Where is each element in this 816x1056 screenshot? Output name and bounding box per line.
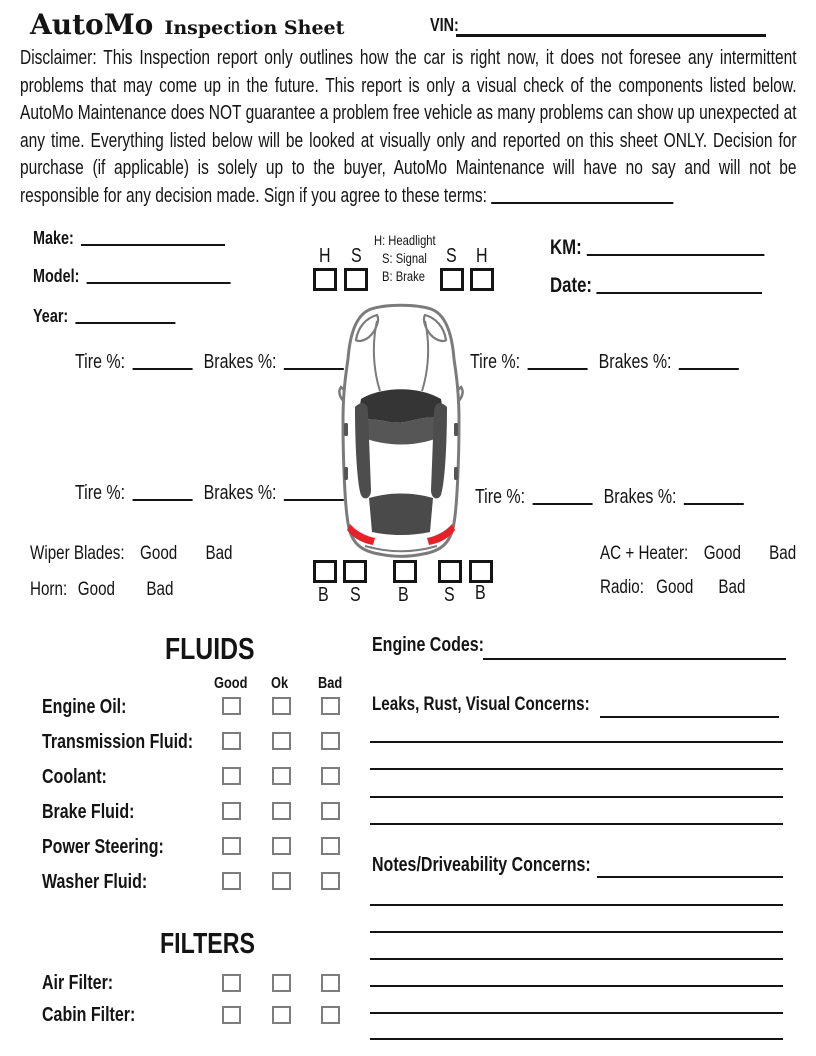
date-field[interactable] (597, 292, 763, 294)
front-right-headlight-letter: H (476, 245, 488, 267)
writein-line[interactable] (370, 931, 783, 933)
horn-good-option[interactable]: Good (77, 579, 115, 600)
front-left-brakes-field[interactable] (284, 368, 344, 370)
writein-line[interactable] (370, 741, 783, 743)
rear-brake-letter-1: B (318, 584, 329, 606)
front-left-signal-checkbox[interactable] (344, 268, 368, 291)
wiper-bad-option[interactable]: Bad (205, 543, 233, 564)
fluids-row-label: Brake Fluid: (42, 801, 135, 823)
model-field[interactable] (87, 282, 231, 284)
car-top-view-diagram (335, 301, 467, 559)
horn-bad-option[interactable]: Bad (146, 579, 174, 600)
writein-line[interactable] (370, 958, 783, 960)
rear-signal-letter-1: S (350, 584, 361, 606)
notes-field[interactable] (597, 876, 783, 878)
fluids-column-good: Good (214, 675, 248, 692)
wiper-good-option[interactable]: Good (140, 543, 178, 564)
front-right-brakes-field[interactable] (679, 368, 739, 370)
writein-line[interactable] (370, 796, 783, 798)
fluids-row-label: Washer Fluid: (42, 871, 148, 893)
writein-line[interactable] (370, 1038, 783, 1040)
fluids-title: FLUIDS (165, 631, 255, 666)
wiper-label: Wiper Blades: (30, 543, 125, 564)
tire-label: Tire %: (470, 351, 521, 373)
radio-row (600, 577, 745, 599)
car-right-door-handle (454, 423, 458, 436)
power-steering-ok-checkbox[interactable] (272, 837, 291, 855)
car-left-rear-door-handle (344, 467, 348, 480)
coolant-good-checkbox[interactable] (222, 767, 241, 785)
rear-right-signal-checkbox[interactable] (438, 560, 462, 583)
brake-fluid-bad-checkbox[interactable] (321, 802, 340, 820)
air-filter-good-checkbox[interactable] (222, 974, 241, 992)
sheet-title: Inspection Sheet (164, 17, 345, 39)
car-rear-window (369, 494, 433, 536)
front-right-signal-letter: S (446, 245, 457, 267)
filters-row-label: Cabin Filter: (42, 1004, 136, 1026)
fluids-row-label: Power Steering: (42, 836, 164, 858)
engine-oil-good-checkbox[interactable] (222, 697, 241, 715)
ac-heater-row (600, 543, 796, 565)
page-title (30, 8, 344, 41)
front-left-wheel-row (75, 351, 344, 374)
washer-fluid-bad-checkbox[interactable] (321, 872, 340, 890)
radio-good-option[interactable]: Good (656, 577, 694, 598)
vin-field[interactable] (456, 34, 766, 37)
km-label: KM: (550, 236, 582, 259)
engine-oil-bad-checkbox[interactable] (321, 697, 340, 715)
vin-label: VIN: (430, 15, 459, 35)
legend-headlight: H: Headlight (374, 232, 436, 248)
coolant-bad-checkbox[interactable] (321, 767, 340, 785)
cabin-filter-ok-checkbox[interactable] (272, 1006, 291, 1024)
brakes-label: Brakes %: (603, 486, 677, 508)
writein-line[interactable] (370, 768, 783, 770)
writein-line[interactable] (370, 985, 783, 987)
fluids-row-label: Engine Oil: (42, 696, 127, 718)
radio-label: Radio: (600, 577, 644, 598)
washer-fluid-ok-checkbox[interactable] (272, 872, 291, 890)
tire-label: Tire %: (75, 351, 126, 373)
car-left-door-handle (344, 423, 348, 436)
cabin-filter-good-checkbox[interactable] (222, 1006, 241, 1024)
tire-label: Tire %: (75, 482, 126, 504)
ac-heater-label: AC + Heater: (600, 543, 689, 564)
power-steering-good-checkbox[interactable] (222, 837, 241, 855)
brakes-label: Brakes %: (203, 482, 277, 504)
front-right-tire-field[interactable] (528, 368, 588, 370)
rear-right-brake-checkbox[interactable] (469, 560, 493, 583)
transmission-ok-checkbox[interactable] (272, 732, 291, 750)
rear-signal-letter-2: S (444, 584, 455, 606)
writein-line[interactable] (370, 1012, 783, 1014)
writein-line[interactable] (370, 904, 783, 906)
brake-fluid-good-checkbox[interactable] (222, 802, 241, 820)
make-row (33, 228, 225, 249)
leaks-label: Leaks, Rust, Visual Concerns: (372, 694, 590, 715)
fluids-row-label: Transmission Fluid: (42, 731, 194, 753)
leaks-field[interactable] (600, 716, 779, 718)
model-row (33, 266, 231, 287)
engine-oil-ok-checkbox[interactable] (272, 697, 291, 715)
horn-label: Horn: (30, 579, 68, 600)
signature-field[interactable] (491, 202, 673, 204)
brake-fluid-ok-checkbox[interactable] (272, 802, 291, 820)
front-right-signal-checkbox[interactable] (440, 268, 464, 291)
front-left-headlight-letter: H (319, 245, 331, 267)
engine-codes-field[interactable] (483, 658, 786, 660)
date-row (550, 274, 762, 298)
coolant-ok-checkbox[interactable] (272, 767, 291, 785)
filters-row-label: Air Filter: (42, 972, 114, 994)
brakes-label: Brakes %: (598, 351, 672, 373)
engine-codes-label: Engine Codes: (372, 634, 485, 656)
year-field[interactable] (75, 322, 175, 324)
year-row (33, 306, 175, 327)
filters-title: FILTERS (160, 928, 255, 960)
make-label: Make: (33, 228, 74, 248)
ac-bad-option[interactable]: Bad (769, 543, 797, 564)
front-right-headlight-checkbox[interactable] (470, 268, 494, 291)
fluids-column-bad: Bad (318, 675, 343, 692)
power-steering-bad-checkbox[interactable] (321, 837, 340, 855)
rear-right-tire-field[interactable] (533, 503, 593, 505)
disclaimer-text: Disclaimer: This Inspection report only outlines how the car is right now, it does not foresee any intermittent problems that may come up in the future. This report is only a visual check of the components listed below. AutoMo Maintenance does NOT guarantee a problem free vehicle as many problems can show up unexpected at any time. Everything listed below will be looked at visually only and reported on this sheet ONLY. Decision for purchase (if applicable) is solely up to the buyer, AutoMo Maintenance will have no say and will not be responsible for any decision made. Sign if you agree to these terms: (20, 47, 797, 207)
rear-right-brakes-field[interactable] (684, 503, 744, 505)
fluids-column-ok: Ok (271, 675, 289, 692)
rear-left-wheel-row (75, 482, 344, 505)
front-left-tire-field[interactable] (133, 368, 193, 370)
transmission-good-checkbox[interactable] (222, 732, 241, 750)
rear-right-wheel-row (475, 486, 744, 509)
front-left-headlight-checkbox[interactable] (313, 268, 337, 291)
transmission-bad-checkbox[interactable] (321, 732, 340, 750)
rear-brake-letter-3: B (475, 582, 486, 604)
make-field[interactable] (81, 244, 225, 246)
rear-center-brake-checkbox[interactable] (393, 560, 417, 583)
date-label: Date: (550, 274, 593, 297)
fluids-row-label: Coolant: (42, 766, 107, 788)
legend-signal: S: Signal (382, 250, 427, 266)
cabin-filter-bad-checkbox[interactable] (321, 1006, 340, 1024)
rear-left-brake-checkbox[interactable] (313, 560, 337, 583)
writein-line[interactable] (370, 823, 783, 825)
air-filter-ok-checkbox[interactable] (272, 974, 291, 992)
km-field[interactable] (586, 254, 764, 256)
car-right-rear-door-handle (454, 467, 458, 480)
front-left-signal-letter: S (351, 245, 362, 267)
washer-fluid-good-checkbox[interactable] (222, 872, 241, 890)
brand-name: AutoMo (30, 8, 154, 41)
front-right-wheel-row (470, 351, 739, 374)
rear-brake-letter-2: B (398, 584, 409, 606)
tire-label: Tire %: (475, 486, 526, 508)
model-label: Model: (33, 266, 80, 286)
ac-good-option[interactable]: Good (703, 543, 741, 564)
radio-bad-option[interactable]: Bad (718, 577, 746, 598)
rear-left-tire-field[interactable] (133, 499, 193, 501)
wiper-row (30, 543, 233, 565)
year-label: Year: (33, 306, 69, 326)
rear-left-brakes-field[interactable] (284, 499, 344, 501)
rear-left-signal-checkbox[interactable] (343, 560, 367, 583)
legend-brake: B: Brake (382, 268, 425, 284)
air-filter-bad-checkbox[interactable] (321, 974, 340, 992)
notes-label: Notes/Driveability Concerns: (372, 854, 591, 876)
brakes-label: Brakes %: (203, 351, 277, 373)
km-row (550, 236, 764, 260)
horn-row (30, 579, 173, 601)
disclaimer-paragraph (20, 45, 797, 211)
